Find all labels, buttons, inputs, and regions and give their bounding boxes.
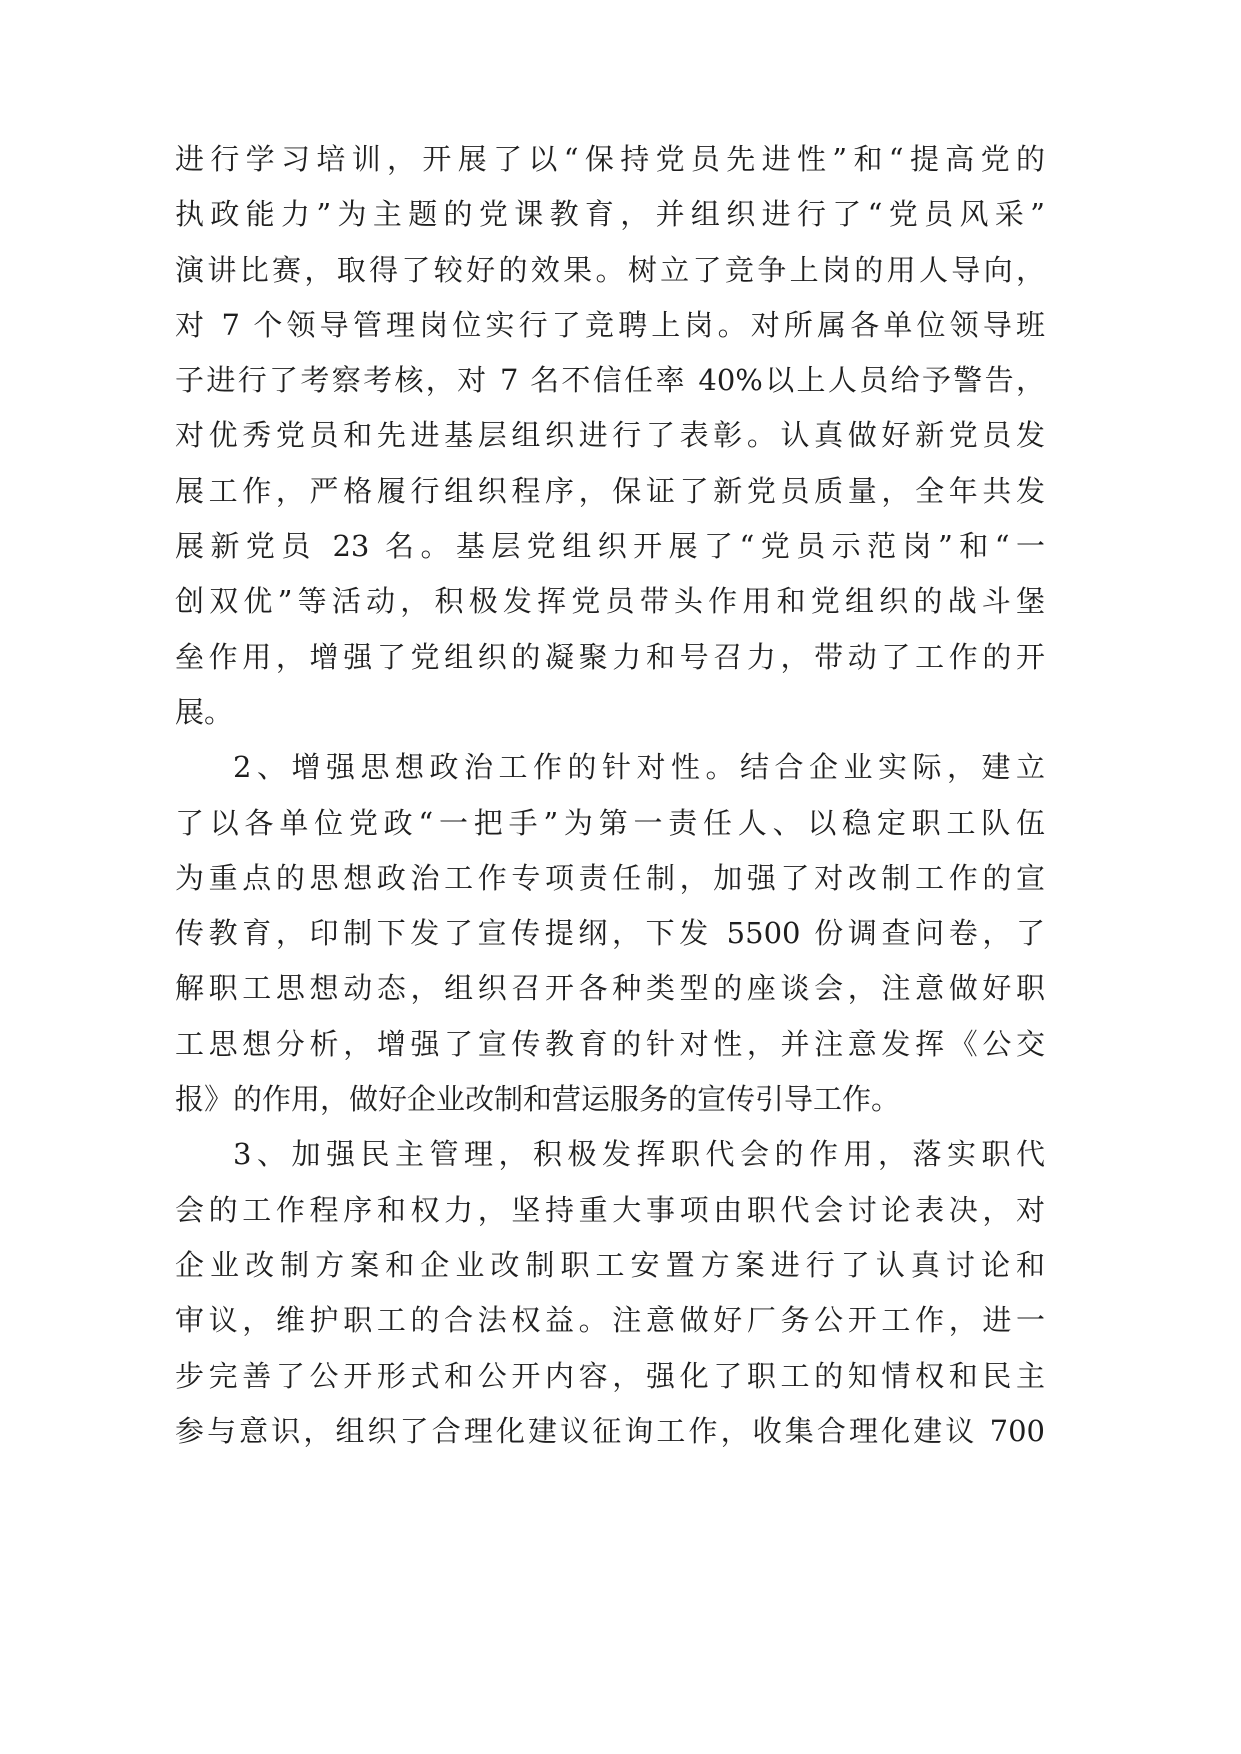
body-text <box>175 132 1045 1459</box>
text-line: 步完善了公开形式和公开内容，强化了职工的知情权和民主 <box>175 1358 1045 1393</box>
text-line: 展新党员 23 名。基层党组织开展了“党员示范岗”和“一 <box>175 529 1045 564</box>
text-line: 垒作用，增强了党组织的凝聚力和号召力，带动了工作的开 <box>175 639 1045 674</box>
paragraph-party-building <box>175 132 1045 740</box>
text-line: 企业改制方案和企业改制职工安置方案进行了认真讨论和 <box>175 1247 1045 1282</box>
text-line: 进行学习培训，开展了以“保持党员先进性”和“提高党的 <box>175 142 1045 176</box>
text-line: 会的工作程序和权力，坚持重大事项由职代会讨论表决，对 <box>175 1192 1045 1227</box>
text-line: 为重点的思想政治工作专项责任制，加强了对改制工作的宣 <box>175 860 1045 895</box>
text-line: 对 7 个领导管理岗位实行了竞聘上岗。对所属各单位领导班 <box>175 307 1045 342</box>
text-line: 解职工思想动态，组织召开各种类型的座谈会，注意做好职 <box>175 971 1045 1006</box>
text-line: 子进行了考察考核，对 7 名不信任率 40%以上人员给予警告， <box>175 363 1045 398</box>
text-line: 了以各单位党政“一把手”为第一责任人、以稳定职工队伍 <box>175 805 1045 840</box>
text-line: 2、增强思想政治工作的针对性。结合企业实际，建立 <box>233 750 1045 785</box>
text-line: 展。 <box>175 694 234 729</box>
text-line: 传教育，印制下发了宣传提纲，下发 5500 份调查问卷，了 <box>175 916 1045 951</box>
text-line: 演讲比赛，取得了较好的效果。树立了竞争上岗的用人导向， <box>175 252 1045 287</box>
text-line: 参与意识，组织了合理化建议征询工作，收集合理化建议 700 <box>175 1413 1045 1448</box>
text-line: 展工作，严格履行组织程序，保证了新党员质量，全年共发 <box>175 473 1045 508</box>
paragraph-ideological-work <box>175 740 1045 1127</box>
text-line: 审议，维护职工的合法权益。注意做好厂务公开工作，进一 <box>175 1303 1045 1338</box>
text-line: 工思想分析，增强了宣传教育的针对性，并注意发挥《公交 <box>175 1026 1045 1061</box>
text-line: 3、加强民主管理，积极发挥职代会的作用，落实职代 <box>233 1137 1045 1172</box>
text-line: 创双优”等活动，积极发挥党员带头作用和党组织的战斗堡 <box>175 584 1045 619</box>
text-line: 执政能力”为主题的党课教育，并组织进行了“党员风采” <box>175 197 1045 232</box>
paragraph-democratic-management <box>175 1127 1045 1459</box>
text-line: 对优秀党员和先进基层组织进行了表彰。认真做好新党员发 <box>175 418 1045 453</box>
text-line: 报》的作用，做好企业改制和营运服务的宣传引导工作。 <box>175 1082 901 1117</box>
